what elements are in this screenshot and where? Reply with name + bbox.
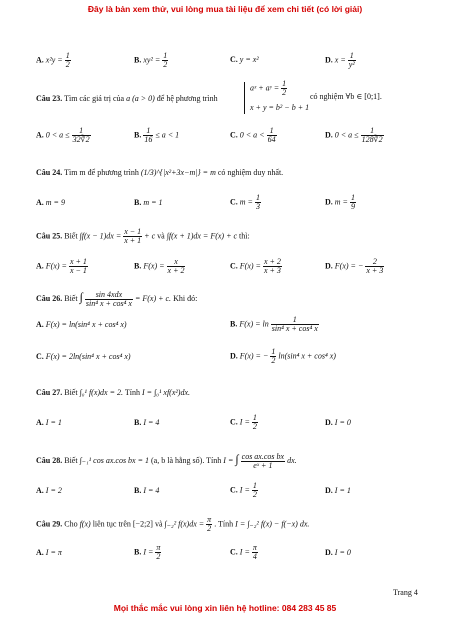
option-c: C. y = x² xyxy=(230,55,259,64)
option-d: D. I = 0 xyxy=(325,548,351,557)
system-eq-1: aˣ + aʸ = $\frac{1}{2}$ xyxy=(250,79,287,97)
option-c: C. F(x) = $\frac{x + 2}{x + 3}$ xyxy=(230,257,281,275)
question-23-stem: Câu 23. Tìm các giá trị của a (a > 0) để hệ phương trình xyxy=(36,94,218,103)
question-29-stem: Câu 29. Cho f(x) liên tục trên [−2;2] và ∫₋₂² f(x)dx = $\frac{\pi}{2}$ . Tính I = ∫₋₂² f(x) − f(−x) dx. xyxy=(36,515,310,533)
option-a: A. I = 2 xyxy=(36,486,62,495)
system-brace xyxy=(244,82,245,114)
question-26-stem: Câu 26. Biết ∫ $\frac{\text{sin 4xdx}}{\text{sin⁴ x + cos⁴ x}}$ = F(x) + c. Khi đó: xyxy=(36,289,198,308)
question-25-stem: Câu 25. Biết ∫f(x − 1)dx = $\frac{x - 1}{x + 1}$ + c và ∫f(x + 1)dx = F(x) + c thì: xyxy=(36,227,250,245)
question-23-condition: có nghiệm ∀b ∈ [0;1]. xyxy=(310,92,382,101)
question-28-stem: Câu 28. Biết ∫₋₁¹ cos ax.cos bx = 1 (a, b là hằng số). Tính I = ∫ $\frac{\text{cos ax.cos bx}}{\text{eˣ + 1}}$ dx. xyxy=(36,451,297,470)
option-a: A. F(x) = $\frac{x + 1}{x - 1}$ xyxy=(36,257,87,275)
option-c: C. I = $\frac{1}{2}$ xyxy=(230,481,257,499)
option-d: D. m = $\frac{1}{9}$ xyxy=(325,193,355,211)
option-d: D. I = 0 xyxy=(325,418,351,427)
option-b: B. I = 4 xyxy=(134,418,160,427)
option-c: C. I = $\frac{\pi}{4}$ xyxy=(230,543,257,561)
option-b: B. F(x) = ln $\frac{1}{\text{sin⁴ x + cos⁴ x}}$ xyxy=(230,315,318,333)
option-c: C. m = $\frac{1}{3}$ xyxy=(230,193,260,211)
preview-notice-banner: Đây là bản xem thử, vui lòng mua tài liệu để xem chi tiết (có lời giải) xyxy=(87,4,363,14)
option-d: D. 0 < a ≤ $\frac{1}{128∛2}$ xyxy=(325,126,383,144)
option-a: A. I = π xyxy=(36,548,62,557)
hotline-banner: Mọi thắc mắc vui lòng xin liên hệ hotline: 084 283 45 85 xyxy=(113,603,337,613)
option-b: B. xy² = $\frac{1}{2}$ xyxy=(134,51,168,69)
option-d: D. I = 1 xyxy=(325,486,351,495)
page-number: Trang 4 xyxy=(393,588,418,597)
option-a: A. m = 9 xyxy=(36,198,65,207)
option-a: A. F(x) = ln(sin⁴ x + cos⁴ x) xyxy=(36,320,127,329)
option-b: B. $\frac{1}{16}$ ≤ a < 1 xyxy=(134,126,180,144)
option-b: B. m = 1 xyxy=(134,198,163,207)
option-c: C. 0 < a < $\frac{1}{64}$ xyxy=(230,126,276,144)
system-eq-2: x + y = b² − b + 1 xyxy=(250,103,310,112)
option-b: B. I = 4 xyxy=(134,486,160,495)
option-c: C. F(x) = 2ln(sin⁴ x + cos⁴ x) xyxy=(36,352,131,361)
option-a: A. 0 < a ≤ $\frac{1}{32∛2}$ xyxy=(36,126,90,144)
option-d: D. x = $\frac{1}{\text{y²}}$ xyxy=(325,51,355,69)
option-d: D. F(x) = − $\frac{1}{2}$ ln(sin⁴ x + cos⁴ x) xyxy=(230,347,336,365)
option-b: B. F(x) = $\frac{x}{x + 2}$ xyxy=(134,257,185,275)
option-c: C. I = $\frac{1}{2}$ xyxy=(230,413,257,431)
option-b: B. I = $\frac{\pi}{2}$ xyxy=(134,543,161,561)
question-27-stem: Câu 27. Biết ∫₀¹ f(x)dx = 2. Tính I = ∫₀¹ xf(x²)dx. xyxy=(36,388,191,397)
option-d: D. F(x) = − $\frac{2}{x + 3}$ xyxy=(325,257,384,275)
option-a: A. I = 1 xyxy=(36,418,62,427)
question-24-stem: Câu 24. Tìm m để phương trình (1/3)^{|x²+3x−m|} = m có nghiệm duy nhất. xyxy=(36,168,284,177)
option-a: A. x²y = $\frac{1}{2}$ xyxy=(36,51,70,69)
